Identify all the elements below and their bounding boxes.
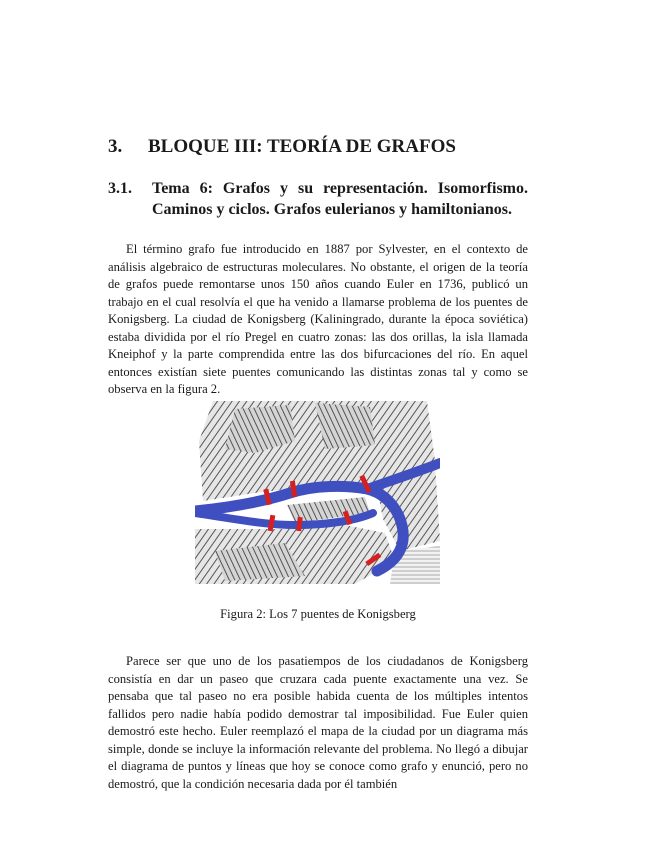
paragraph-euler: Parece ser que uno de los pasatiempos de los ciudadanos de Konigsberg consistía en dar un paseo que cruzara cada puente exactamente una vez. Se pensaba que tal paseo no era posible habida cuenta de los múltiples intentos fallidos pero nadie había podido demostrar tal imposibilidad. Fue Euler quien demostró este hecho. Euler reemplazó el mapa de la ciudad por un diagrama más simple, donde se incluye la información relevante del problema. No llegó a dibujar el diagrama de puntos y líneas que hoy se conoce como grafo y enunció, pero no demostró, que la condición necesaria dada por él también (108, 654, 528, 791)
section-number: 3. (108, 136, 123, 157)
subsection-number: 3.1. (108, 180, 132, 197)
subsection-heading (108, 178, 528, 220)
section-heading (108, 136, 548, 158)
section-title: BLOQUE III: TEORÍA DE GRAFOS (148, 136, 456, 157)
subsection-title: Tema 6: Grafos y su representación. Isomorfismo. Caminos y ciclos. Grafos eulerianos y hamiltonianos. (152, 180, 528, 218)
figure-caption: Figura 2: Los 7 puentes de Konigsberg (220, 607, 416, 621)
paragraph-intro: El término grafo fue introducido en 1887 por Sylvester, en el contexto de análisis algebraico de estructuras moleculares. No obstante, el origen de la teoría de grafos puede remontarse unos 150 años cuando Euler en 1736, publicó un trabajo en el cual resolvía el que ha venido a llamarse problema de los puentes de Konigsberg. La ciudad de Konigsberg (Kaliningrado, durante la época soviética) estaba dividida por el río Pregel en cuatro zonas: las dos orillas, la isla llamada Kneiphof y la parte comprendida entre las dos bifurcaciones del río. En aquel entonces existían siete puentes comunicando las distintas zonas tal y como se observa en la figura 2. (108, 242, 528, 396)
konigsberg-map-illustration (195, 401, 440, 584)
konigsberg-map-figure (195, 401, 440, 584)
